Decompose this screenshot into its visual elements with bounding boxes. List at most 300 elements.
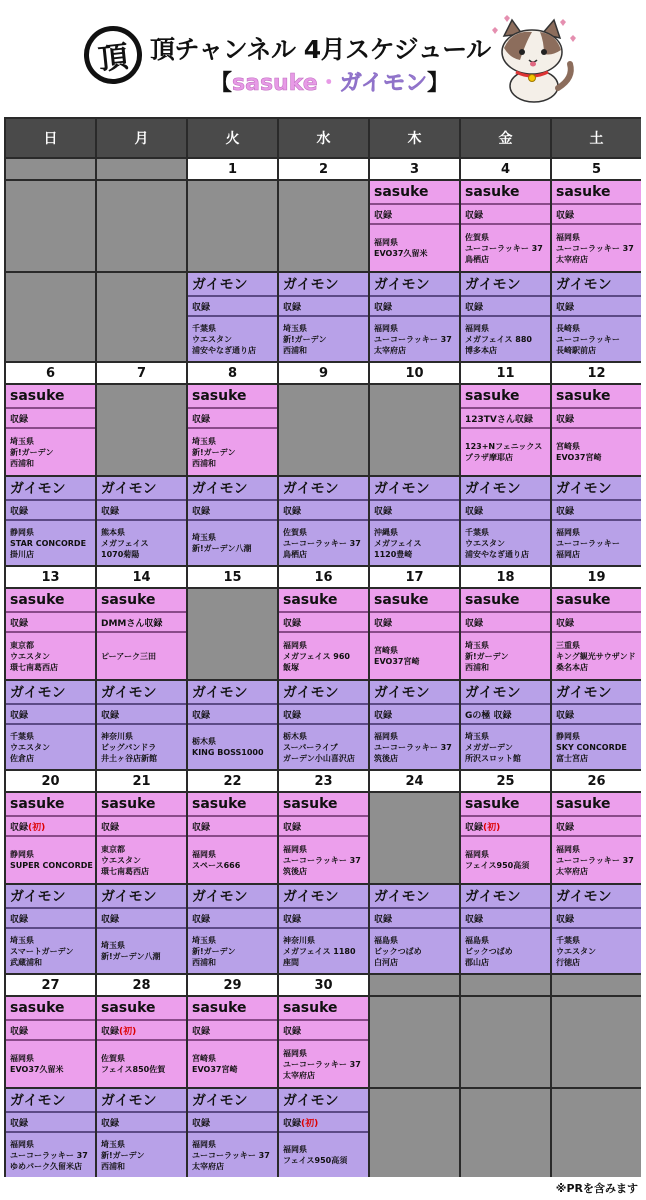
date-number: 3 (370, 159, 459, 179)
venue-line: 西浦和 (465, 662, 489, 672)
venue-line: EVO37久留米 (10, 1065, 64, 1074)
venue-location (188, 1041, 277, 1087)
gaimon-slot (279, 1089, 368, 1177)
event-type-label: 収録 (374, 618, 393, 629)
venue-line: 福岡県 (283, 844, 307, 854)
venue-location (97, 725, 186, 769)
empty-slot (188, 181, 277, 271)
venue-line: 福岡県 (283, 1145, 307, 1154)
performer-name: ガイモン (188, 273, 277, 297)
venue-line: ユーコーラッキー 37 (283, 855, 361, 865)
event-type (279, 705, 368, 725)
venue-line: 福岡県 (10, 1139, 34, 1149)
event-type (97, 1113, 186, 1133)
venue-line: ユーコーラッキー 37 (10, 1150, 88, 1160)
performer-name: ガイモン (188, 681, 277, 705)
venue-line: 浦安やなぎ通り店 (192, 345, 256, 355)
empty-slot (6, 181, 95, 271)
schedule-calendar (4, 117, 641, 1177)
venue-line: 富士宮店 (556, 753, 588, 763)
sasuke-slot (552, 181, 641, 271)
empty-slot (370, 385, 459, 475)
venue-line: 福岡県 (374, 238, 398, 247)
date-number: 21 (97, 771, 186, 791)
venue-line: メガフェイス (374, 538, 422, 548)
performer-name: sasuke (552, 589, 641, 613)
event-type (370, 909, 459, 929)
performer-name: sasuke (97, 997, 186, 1021)
event-type (370, 613, 459, 633)
date-number: 14 (97, 567, 186, 587)
date-number: 2 (279, 159, 368, 179)
date-number: 10 (370, 363, 459, 383)
venue-line: 環七南葛西店 (101, 866, 149, 876)
venue-line: 福岡県 (556, 844, 580, 854)
logo-char: 頂 (96, 39, 131, 78)
empty-slot (552, 1089, 641, 1177)
venue-location (279, 837, 368, 883)
event-type-label: 収録 (556, 302, 575, 313)
gaimon-slot (552, 477, 641, 565)
performer-name: sasuke (552, 181, 641, 205)
venue-location (97, 929, 186, 973)
venue-line: 鳥栖店 (465, 254, 489, 264)
gaimon-slot (188, 477, 277, 565)
venue-line: 埼玉県 (10, 436, 34, 446)
date-number: 23 (279, 771, 368, 791)
venue-location (552, 317, 641, 361)
logo (81, 23, 145, 87)
venue-line: 白河店 (374, 957, 398, 967)
performer-name: ガイモン (552, 273, 641, 297)
venue-location (279, 521, 368, 565)
event-type (370, 501, 459, 521)
venue-location (552, 725, 641, 769)
event-type (461, 817, 550, 837)
venue-line: 埼玉県 (192, 533, 216, 542)
event-type-label: 収録 (465, 822, 484, 833)
event-type (97, 1021, 186, 1041)
performer-name: ガイモン (188, 477, 277, 501)
first-visit-mark: (初) (483, 822, 501, 833)
event-type-label: 収録 (101, 822, 120, 833)
gaimon-slot (97, 681, 186, 769)
venue-line: EVO37宮崎 (556, 453, 602, 462)
event-type-label: 収録 (283, 914, 302, 925)
event-type (552, 909, 641, 929)
performer-name: ガイモン (461, 885, 550, 909)
venue-location (461, 929, 550, 973)
event-type (188, 817, 277, 837)
sasuke-slot (6, 997, 95, 1087)
performer-name: sasuke (461, 589, 550, 613)
venue-line: 長崎県 (556, 323, 580, 333)
performer-name: sasuke (97, 589, 186, 613)
venue-line: 福岡県 (192, 850, 216, 859)
venue-line: 福岡県 (465, 850, 489, 859)
subtitle-close-bracket: 】 (427, 71, 450, 96)
venue-line: メガフェイス 880 (465, 334, 533, 344)
gaimon-slot (188, 885, 277, 973)
sasuke-slot (552, 589, 641, 679)
venue-location (97, 837, 186, 883)
event-type (279, 1021, 368, 1041)
performer-name: sasuke (279, 997, 368, 1021)
empty-slot (370, 1089, 459, 1177)
event-type-label: 収録 (465, 506, 484, 517)
venue-line: 新!ガーデン八潮 (101, 952, 161, 961)
event-type (461, 613, 550, 633)
performer-name: sasuke (552, 385, 641, 409)
event-type-label: 収録 (283, 1118, 302, 1129)
venue-line: ユーコーラッキー 37 (465, 243, 543, 253)
gaimon-slot (6, 885, 95, 973)
venue-line: 井土ヶ谷店新館 (101, 753, 157, 763)
event-type (461, 297, 550, 317)
date-number: 16 (279, 567, 368, 587)
sasuke-slot (97, 997, 186, 1087)
performer-name: ガイモン (279, 477, 368, 501)
event-type (97, 705, 186, 725)
venue-line: ユーコーラッキー 37 (374, 334, 452, 344)
event-type-label: 収録 (10, 710, 29, 721)
cat-mascot-icon (482, 8, 582, 108)
performer-name: ガイモン (6, 885, 95, 909)
venue-location (279, 1041, 368, 1087)
weekday-header: 日 (6, 119, 95, 157)
date-number: 9 (279, 363, 368, 383)
venue-line: 静岡県 (10, 527, 34, 537)
venue-line: 1120豊崎 (374, 549, 413, 559)
sasuke-slot (279, 997, 368, 1087)
performer-name: ガイモン (370, 885, 459, 909)
performer-name: sasuke (6, 997, 95, 1021)
performer-name: sasuke (6, 589, 95, 613)
venue-line: 栃木県 (283, 731, 307, 741)
performer-name: sasuke (6, 385, 95, 409)
venue-location (461, 633, 550, 679)
venue-line: 新!ガーデン (101, 1150, 145, 1160)
venue-location (279, 725, 368, 769)
date-number: 18 (461, 567, 550, 587)
event-type (552, 297, 641, 317)
page-subtitle (210, 66, 450, 97)
event-type-label: 収録 (556, 618, 575, 629)
empty-date (552, 975, 641, 995)
venue-line: 東京都 (10, 640, 34, 650)
subtitle-open-bracket: 【 (210, 71, 233, 96)
venue-line: 新!ガーデン八潮 (192, 544, 252, 553)
event-type-label: 123TVさん収録 (465, 414, 533, 425)
gaimon-slot (188, 681, 277, 769)
event-type-label: 収録 (374, 302, 393, 313)
venue-location (461, 429, 550, 475)
venue-location (370, 929, 459, 973)
event-type (188, 409, 277, 429)
event-type-label: 収録 (192, 710, 211, 721)
venue-location (188, 317, 277, 361)
venue-line: ウエスタン (10, 651, 50, 661)
venue-location (6, 1133, 95, 1177)
gaimon-slot (279, 477, 368, 565)
venue-line: ユーコーラッキー 37 (192, 1150, 270, 1160)
performer-name: sasuke (188, 385, 277, 409)
venue-line: 千葉県 (465, 527, 489, 537)
sasuke-slot (461, 385, 550, 475)
venue-line: ピーアーク三田 (101, 651, 157, 661)
venue-line: スマートガーデン (10, 946, 74, 956)
venue-location (370, 225, 459, 271)
venue-line: 飯塚 (283, 662, 299, 672)
event-type-label: 収録 (192, 822, 211, 833)
event-type (279, 613, 368, 633)
subtitle-separator: ・ (317, 71, 340, 96)
sasuke-slot (188, 793, 277, 883)
venue-line: 西浦和 (10, 458, 34, 468)
performer-name: sasuke (188, 793, 277, 817)
venue-line: 埼玉県 (101, 941, 125, 950)
venue-location (6, 633, 95, 679)
venue-line: 埼玉県 (10, 935, 34, 945)
venue-line: ビッグパンドラ (101, 742, 157, 752)
date-number: 12 (552, 363, 641, 383)
empty-date (370, 975, 459, 995)
date-number: 20 (6, 771, 95, 791)
performer-name: sasuke (370, 589, 459, 613)
event-type-label: 収録 (283, 710, 302, 721)
event-type (461, 205, 550, 225)
venue-line: 千葉県 (556, 935, 580, 945)
empty-slot (461, 1089, 550, 1177)
gaimon-slot (370, 273, 459, 361)
weekday-header: 金 (461, 119, 550, 157)
empty-slot (370, 997, 459, 1087)
event-type (6, 817, 95, 837)
event-type (97, 909, 186, 929)
venue-line: 福岡県 (283, 640, 307, 650)
venue-location (6, 837, 95, 883)
event-type-label: 収録 (465, 618, 484, 629)
venue-line: ユーコーラッキー 37 (283, 1059, 361, 1069)
event-type-label: DMMさん収録 (101, 618, 163, 629)
performer-name: ガイモン (552, 477, 641, 501)
venue-line: 座間 (283, 957, 299, 967)
venue-line: KING BOSS1000 (192, 748, 264, 757)
gaimon-slot (552, 885, 641, 973)
empty-date (6, 159, 95, 179)
venue-location (552, 521, 641, 565)
venue-location (461, 725, 550, 769)
event-type (188, 1113, 277, 1133)
performer-name: ガイモン (97, 885, 186, 909)
gaimon-slot (279, 273, 368, 361)
venue-line: SKY CONCORDE (556, 742, 627, 752)
venue-line: 環七南葛西店 (10, 662, 58, 672)
gaimon-slot (461, 477, 550, 565)
event-type-label: 収録 (192, 914, 211, 925)
venue-location (552, 929, 641, 973)
event-type (6, 705, 95, 725)
venue-line: 埼玉県 (101, 1139, 125, 1149)
venue-location (188, 725, 277, 769)
venue-line: 太宰府店 (283, 1070, 315, 1080)
venue-line: 埼玉県 (283, 323, 307, 333)
weekday-header: 土 (552, 119, 641, 157)
subtitle-sasuke: sasuke (232, 71, 318, 96)
venue-location (188, 429, 277, 475)
event-type-label: 収録 (283, 1026, 302, 1037)
gaimon-slot (279, 681, 368, 769)
event-type (6, 501, 95, 521)
venue-location (6, 725, 95, 769)
date-number: 1 (188, 159, 277, 179)
performer-name: sasuke (188, 997, 277, 1021)
venue-line: 筑後店 (283, 866, 307, 876)
venue-line: ユーコーラッキー 37 (556, 243, 634, 253)
empty-slot (188, 589, 277, 679)
venue-line: 静岡県 (556, 731, 580, 741)
performer-name: ガイモン (370, 477, 459, 501)
performer-name: sasuke (279, 589, 368, 613)
venue-location (552, 837, 641, 883)
empty-slot (97, 273, 186, 361)
event-type (188, 1021, 277, 1041)
venue-location (188, 929, 277, 973)
event-type-label: 収録 (374, 914, 393, 925)
venue-line: 新!ガーデン (10, 447, 54, 457)
venue-location (279, 1133, 368, 1177)
venue-line: 静岡県 (10, 850, 34, 859)
performer-name: sasuke (279, 793, 368, 817)
venue-line: 福岡県 (10, 1054, 34, 1063)
venue-location (279, 929, 368, 973)
event-type (279, 817, 368, 837)
venue-line: フェイス950高須 (283, 1156, 348, 1165)
venue-line: 佐倉店 (10, 753, 34, 763)
event-type-label: 収録 (192, 302, 211, 313)
performer-name: ガイモン (552, 885, 641, 909)
event-type-label: 収録 (192, 1118, 211, 1129)
venue-line: 西浦和 (192, 458, 216, 468)
venue-location (552, 429, 641, 475)
sasuke-slot (188, 385, 277, 475)
event-type-label: 収録 (556, 414, 575, 425)
venue-line: 沖縄県 (374, 527, 398, 537)
venue-line: 神奈川県 (283, 935, 315, 945)
event-type-label: 収録 (556, 210, 575, 221)
gaimon-slot (370, 885, 459, 973)
event-type-label: 収録 (556, 506, 575, 517)
venue-line: EVO37久留米 (374, 249, 428, 258)
event-type (6, 1021, 95, 1041)
performer-name: ガイモン (6, 1089, 95, 1113)
gaimon-slot (552, 273, 641, 361)
event-type (97, 613, 186, 633)
venue-line: 佐賀県 (101, 1054, 125, 1063)
event-type (279, 1113, 368, 1133)
date-number: 13 (6, 567, 95, 587)
event-type-label: 収録 (556, 822, 575, 833)
weekday-header: 木 (370, 119, 459, 157)
performer-name: ガイモン (461, 273, 550, 297)
event-type-label: 収録 (101, 506, 120, 517)
venue-line: 所沢スロット館 (465, 753, 521, 763)
sasuke-slot (188, 997, 277, 1087)
venue-line: ウエスタン (101, 855, 141, 865)
venue-location (97, 521, 186, 565)
event-type-label: 収録 (374, 710, 393, 721)
first-visit-mark: (初) (119, 1026, 137, 1037)
first-visit-mark: (初) (28, 822, 46, 833)
venue-location (552, 633, 641, 679)
event-type-label: 収録 (465, 210, 484, 221)
venue-location (461, 521, 550, 565)
date-number: 7 (97, 363, 186, 383)
event-type (552, 409, 641, 429)
venue-location (279, 317, 368, 361)
sasuke-slot (97, 793, 186, 883)
venue-line: フェイス850佐賀 (101, 1065, 166, 1074)
performer-name: ガイモン (279, 681, 368, 705)
event-type-label: 収録 (10, 1118, 29, 1129)
venue-location (6, 521, 95, 565)
weekday-header: 月 (97, 119, 186, 157)
event-type (97, 817, 186, 837)
sasuke-slot (97, 589, 186, 679)
event-type-label: 収録 (556, 710, 575, 721)
gaimon-slot (552, 681, 641, 769)
venue-line: 埼玉県 (192, 935, 216, 945)
event-type (97, 501, 186, 521)
empty-slot (6, 273, 95, 361)
event-type (6, 1113, 95, 1133)
venue-line: 1070菊陽 (101, 549, 140, 559)
event-type-label: 収録 (192, 1026, 211, 1037)
venue-line: 埼玉県 (192, 436, 216, 446)
venue-line: 西浦和 (283, 345, 307, 355)
gaimon-slot (461, 273, 550, 361)
event-type (370, 297, 459, 317)
performer-name: ガイモン (279, 885, 368, 909)
venue-line: ウエスタン (556, 946, 596, 956)
performer-name: ガイモン (97, 477, 186, 501)
performer-name: ガイモン (188, 885, 277, 909)
event-type-label: 収録 (10, 618, 29, 629)
event-type (461, 705, 550, 725)
event-type-label: 収録 (192, 506, 211, 517)
venue-line: 福岡県 (192, 1139, 216, 1149)
gaimon-slot (370, 477, 459, 565)
venue-line: メガフェイス (101, 538, 149, 548)
event-type (552, 817, 641, 837)
empty-slot (461, 997, 550, 1087)
sasuke-slot (279, 589, 368, 679)
venue-line: ゆめパーク久留米店 (10, 1161, 82, 1171)
date-number: 8 (188, 363, 277, 383)
venue-line: 福岡県 (556, 232, 580, 242)
venue-line: 行徳店 (556, 957, 580, 967)
date-number: 28 (97, 975, 186, 995)
venue-line: ユーコーラッキー 37 (374, 742, 452, 752)
venue-line: 千葉県 (192, 323, 216, 333)
date-number: 17 (370, 567, 459, 587)
venue-line: 三重県 (556, 640, 580, 650)
event-type-label: 収録 (101, 914, 120, 925)
date-number: 22 (188, 771, 277, 791)
event-type-label: 収録 (283, 506, 302, 517)
sasuke-slot (552, 793, 641, 883)
performer-name: sasuke (6, 793, 95, 817)
